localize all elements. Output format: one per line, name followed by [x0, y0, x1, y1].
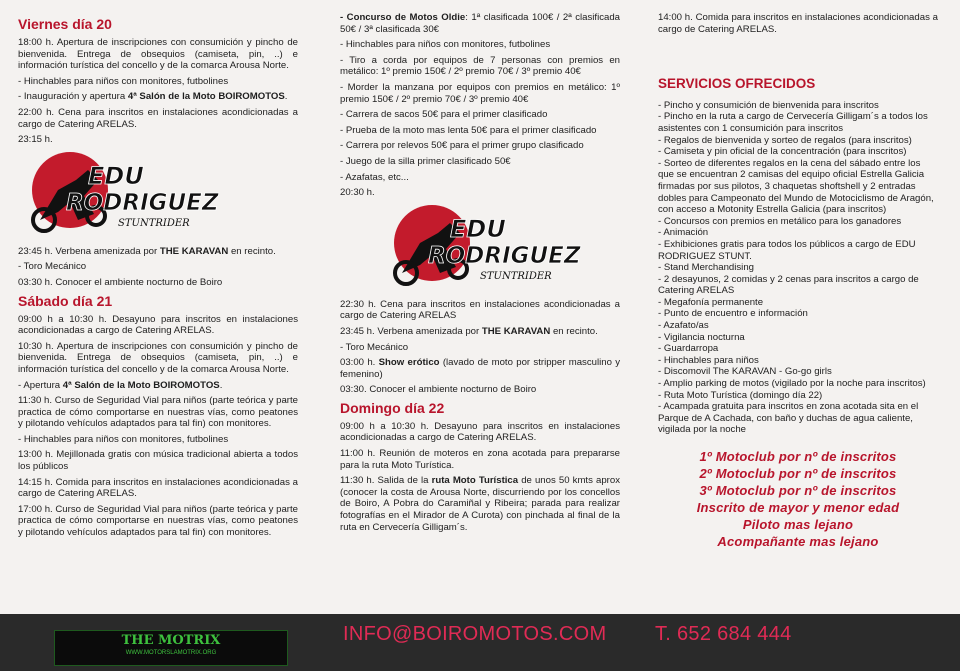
service-item: - Vigilancia nocturna [658, 331, 745, 343]
schedule-item: - Apertura 4ª Salón de la Moto BOIROMOTOS. [18, 379, 223, 391]
footer-bar [0, 614, 960, 671]
contact-phone: T. 652 684 444 [655, 623, 792, 645]
schedule-item: 14:15 h. Comida para inscritos en instalaciones acondicionadas a cargo de Catering ARELAS. [18, 476, 298, 500]
service-item: - Ruta Moto Turística (domingo día 22) [658, 389, 823, 401]
column-services [658, 12, 938, 550]
schedule-item: 11:30 h. Salida de la ruta Moto Turística de unos 50 kmts aprox (conocer la costa de Arousa Norte, discurriendo por los concellos de Boiro, A Pobra do Caramiñal y Ribeira; parada para realizar fotografías en el Mirador de A Curota) con pinchada al final de la ruta en Cervecería Gilligam´s. [340, 475, 620, 533]
edu-rodriguez-logo [340, 203, 620, 295]
schedule-item: - Inauguración y apertura 4ª Salón de la Moto BOIROMOTOS. [18, 91, 288, 103]
service-item: - Guardarropa [658, 343, 719, 355]
service-item: - Animación [658, 227, 709, 239]
schedule-item: - Juego de la silla primer clasificado 50€ [340, 155, 511, 167]
schedule-item: - Toro Mecánico [340, 341, 409, 353]
service-item: - Pincho y consumición de bienvenida para inscritos [658, 99, 879, 111]
schedule-item: - Morder la manzana por equipos con premios en metálico: 1º premio 150€ / 2º premio 70€ / 3º premio 40€ [340, 81, 620, 105]
logo-line3: STUNTRIDER [118, 217, 190, 229]
service-item: - Megafonía permanente [658, 296, 764, 308]
service-item: - Azafato/as [658, 320, 709, 332]
service-item: - Concursos con premios en metálico para los ganadores [658, 215, 902, 227]
contact-email[interactable]: INFO@BOIROMOTOS.COM [343, 623, 607, 645]
logo-line1: EDU [88, 161, 144, 190]
service-item: - Camiseta y pin oficial de la concentración (para inscritos) [658, 146, 907, 158]
award-item: Inscrito de mayor y menor edad [696, 500, 900, 515]
schedule-item: 10:30 h. Apertura de inscripciones con consumición y pincho de bienvenida. Entrega de obsequios (camiseta, pin, ..) e información turística del concello y de la comarca Arousa Norte. [18, 340, 298, 375]
schedule-item: 20:30 h. [340, 187, 375, 199]
award-item: Piloto mas lejano [742, 517, 854, 532]
service-item: - Regalos de bienvenida y sorteo de regalos (para inscritos) [658, 134, 912, 146]
edu-rodriguez-logo [18, 150, 298, 242]
service-item: - Stand Merchandising [658, 262, 754, 274]
schedule-item: - Toro Mecánico [18, 261, 87, 273]
schedule-item: - Azafatas, etc... [340, 171, 409, 183]
awards-list [658, 448, 938, 550]
services-list [658, 100, 938, 436]
schedule-item: 11:00 h. Reunión de moteros en zona acotada para prepararse para la ruta Moto Turística. [340, 448, 620, 471]
service-item: - Acampada gratuita para inscritos en zona acotada sita en el Parque de A Cachada, con baño y duchas de agua caliente, vigilada por la noche [658, 401, 919, 436]
logo-line2: RODRIGUEZ [66, 189, 219, 216]
schedule-item: 09:00 h a 10:30 h. Desayuno para inscritos en instalaciones acondicionadas a cargo de Catering ARELAS. [18, 313, 298, 337]
service-item: - Sorteo de diferentes regalos en la cena del sábado entre los que se encuentran 2 camisas del equipo oficial Estrella Galicia firmadas por sus pilotos, 3 chaquetas shoftshell y 2 entradas dobles para Campeonato del Mundo de Motociclismo de Aragón, con acceso a Motonity Estrella Galicia (para inscritos) [658, 157, 934, 216]
award-item: Acompañante mas lejano [717, 534, 879, 549]
schedule-item: 14:00 h. Comida para inscritos en instalaciones acondicionadas a cargo de Catering ARELAS. [658, 12, 938, 35]
service-item: - Exhibiciones gratis para todos los públicos a cargo de EDU RODRIGUEZ STUNT. [658, 238, 916, 262]
schedule-item: 13:00 h. Mejillonada gratis con música tradicional abierta a todos los públicos [18, 449, 298, 473]
schedule-item: 22:00 h. Cena para inscritos en instalaciones acondicionadas a cargo de Catering ARELAS. [18, 106, 298, 130]
logo-line3: STUNTRIDER [480, 270, 552, 282]
award-item: 2º Motoclub por nº de inscritos [699, 466, 897, 481]
schedule-item: - Tiro a corda por equipos de 7 personas con premios en metálico: 1º premio 150€ / 2º premio 70€ / 3º premio 40€ [340, 54, 620, 78]
service-item: - 2 desayunos, 2 comidas y 2 cenas para inscritos a cargo de Catering ARELAS [658, 273, 919, 297]
logo-line1: EDU [450, 214, 506, 243]
motrix-url: WWW.MOTORSLAMOTRIX.ORG [125, 650, 217, 656]
motrix-title: THE MOTRIX [121, 633, 221, 648]
schedule-item: 18:00 h. Apertura de inscripciones con consumición y pincho de bienvenida. Entrega de obsequios (camiseta, pin, ..) e información turística del concello y de la comarca Arousa Norte. [18, 37, 298, 72]
service-item: - Punto de encuentro e información [658, 308, 808, 320]
service-item: - Amplio parking de motos (vigilado por la noche para inscritos) [658, 378, 926, 390]
schedule-item: 22:30 h. Cena para inscritos en instalaciones acondicionadas a cargo de Catering ARELAS [340, 298, 620, 322]
service-item: - Hinchables para niños [658, 354, 759, 366]
award-item: 3º Motoclub por nº de inscritos [699, 483, 897, 498]
day-heading-friday: Viernes día 20 [18, 16, 112, 32]
the-motrix-logo[interactable] [54, 630, 288, 666]
schedule-item: 23:15 h. [18, 134, 53, 146]
schedule-item: - Hinchables para niños con monitores, futbolines [18, 433, 229, 445]
day-heading-sunday: Domingo día 22 [340, 399, 445, 416]
service-item: - Discomovil The KARAVAN - Go-go girls [658, 366, 832, 378]
schedule-item: - Hinchables para niños con monitores, futbolines [340, 39, 551, 51]
schedule-item: 03:00 h. Show erótico (lavado de moto por stripper masculino y femenino) [340, 357, 621, 380]
schedule-item: - Concurso de Motos Oldie: 1ª clasificada 100€ / 2ª clasificada 50€ / 3ª clasificada 30€ [340, 12, 621, 35]
schedule-item: - Prueba de la moto mas lenta 50€ para el primer clasificado [340, 124, 597, 136]
award-item: 1º Motoclub por nº de inscritos [699, 449, 897, 464]
schedule-item: 17:00 h. Curso de Seguridad Vial para niños (parte teórica y parte practica de cómo comportarse en nuestras vías, como peatones y pilotando vehículos adaptados para tal fin) con monitores. [18, 503, 298, 539]
column-friday-saturday [18, 14, 298, 543]
schedule-item: 23:45 h. Verbena amenizada por THE KARAVAN en recinto. [340, 325, 598, 337]
schedule-item: 03:30. Conocer el ambiente nocturno de Boiro [340, 384, 537, 396]
schedule-item: 03:30 h. Conocer el ambiente nocturno de Boiro [18, 276, 223, 288]
schedule-item: - Carrera de sacos 50€ para el primer clasificado [340, 109, 548, 121]
schedule-item: 23:45 h. Verbena amenizada por THE KARAVAN en recinto. [18, 245, 276, 257]
schedule-item: - Hinchables para niños con monitores, futbolines [18, 75, 229, 87]
column-saturday-sunday [340, 12, 620, 537]
schedule-item: 09:00 h a 10:30 h. Desayuno para inscritos en instalaciones acondicionadas a cargo de Catering ARELAS. [340, 420, 620, 444]
logo-line2: RODRIGUEZ [428, 242, 581, 269]
service-item: - Pincho en la ruta a cargo de Cervecería Gilligam´s a todos los asistentes con 1 consumición para inscritos [658, 111, 928, 134]
schedule-item: 11:30 h. Curso de Seguridad Vial para niños (parte teórica y parte practica de cómo comportarse en nuestras vías, como peatones y pilotando vehículos adaptados para tal fin) con monitores. [18, 395, 298, 430]
services-heading: SERVICIOS OFRECIDOS [658, 76, 816, 92]
day-heading-saturday: Sábado día 21 [18, 292, 113, 309]
schedule-item: - Carrera por relevos 50€ para el primer grupo clasificado [340, 140, 584, 152]
